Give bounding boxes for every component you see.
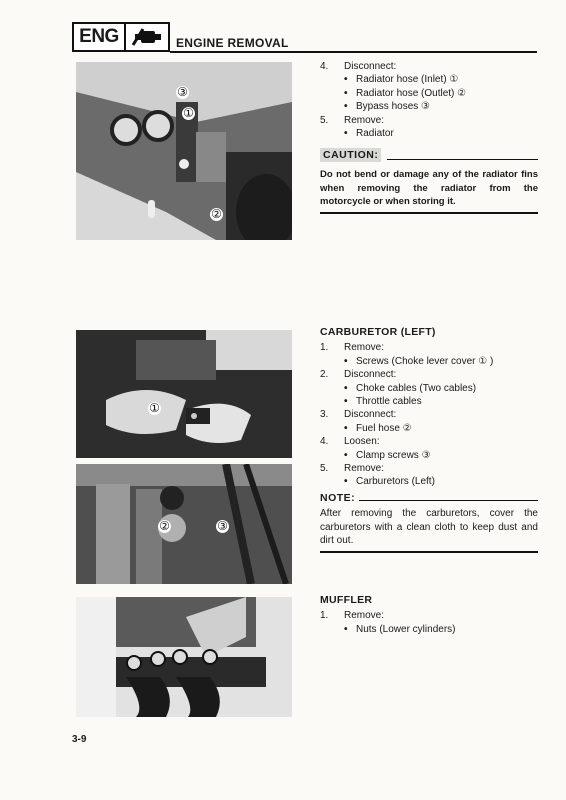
photo-carburetor-installed [76, 464, 292, 584]
caution-rule [320, 212, 538, 214]
caution-text: Do not bend or damage any of the radiator fins when removing the radiator from the motorcycle or when storing it. [320, 169, 538, 208]
callout-1: ① [183, 106, 194, 120]
list-item: • Fuel hose ② [320, 422, 540, 435]
page-number: 3-9 [72, 734, 87, 745]
engine-icon [126, 24, 168, 50]
callout-3: ③ [217, 519, 228, 533]
radiator-steps: 4. Disconnect: • Radiator hose (Inlet) ① • Radiator hose (Outlet) ② • Bypass hoses ③ 5. Remove: • Radiator [320, 60, 540, 140]
photo-carburetor-hands [76, 330, 292, 458]
note-box [320, 492, 538, 553]
photo-radiator [76, 62, 292, 240]
callout-2: ② [159, 519, 170, 533]
list-item: • Radiator hose (Inlet) ① [320, 73, 540, 86]
photo-muffler [76, 597, 292, 717]
note-rule [320, 551, 538, 553]
section-badge [72, 22, 170, 52]
list-item: • Screws (Choke lever cover ① ) [320, 355, 540, 368]
muffler-section: MUFFLER 1. Remove: • Nuts (Lower cylinders) [320, 594, 540, 636]
caution-label: CAUTION: [320, 148, 381, 162]
list-item: • Nuts (Lower cylinders) [320, 623, 540, 636]
callout-2: ② [211, 207, 222, 221]
section-title-carburetor: CARBURETOR (LEFT) [320, 326, 436, 338]
carburetor-section: CARBURETOR (LEFT) 1. Remove: • Screws (Choke lever cover ① ) 2. Disconnect: • Choke cables (Two cables) • Throttle cables 3. Disconnect: • Fuel hose ② 4. Loosen: • Clamp screws ③ 5. Remove: • Carburetors (Left) [320, 326, 540, 489]
callout-1: ① [149, 401, 160, 415]
header-rule [170, 51, 537, 53]
list-item: • Choke cables (Two cables) [320, 382, 540, 395]
section-title-muffler: MUFFLER [320, 594, 373, 606]
page-title: ENGINE REMOVAL [176, 36, 289, 50]
section-badge-label: ENG [74, 24, 126, 50]
caution-box [320, 148, 538, 214]
callout-3: ③ [177, 85, 188, 99]
note-text: After removing the carburetors, cover the carburetors with a clean cloth to keep dust and dirt out. [320, 508, 538, 547]
note-label: NOTE: [320, 492, 356, 504]
list-item: • Radiator hose (Outlet) ② [320, 87, 540, 100]
list-item: • Clamp screws ③ [320, 449, 540, 462]
list-item: • Bypass hoses ③ [320, 100, 540, 113]
list-item: • Throttle cables [320, 395, 540, 408]
list-item: • Radiator [320, 127, 540, 140]
list-item: • Carburetors (Left) [320, 475, 540, 488]
